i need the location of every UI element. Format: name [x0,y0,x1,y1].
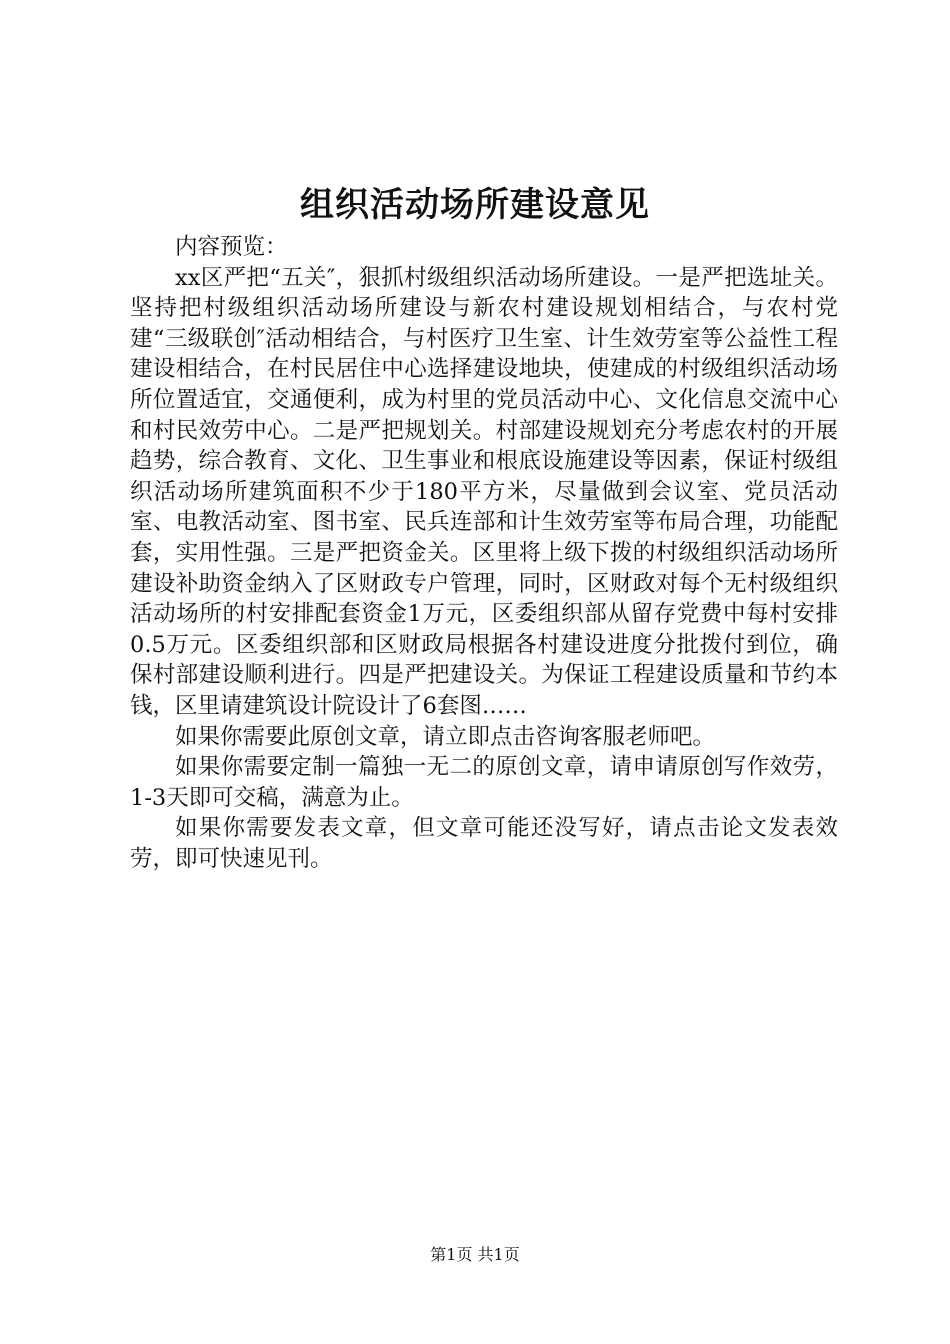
page-footer: 第1页 共1页 [430,1245,520,1264]
preview-label: 内容预览： [175,234,288,260]
body-paragraph: xx区严把“五关″，狠抓村级组织活动场所建设。一是严把选址关。坚持把村级组织活动场所建设与新农村建设规划相结合，与农村党建“三级联创″活动相结合，与村医疗卫生室、计生效劳室等公益性工程建设相结合，在村民居住中心选择建设地块，使建成的村级组织活动场所位置适宜，交通便利，成为村里的党员活动中心、文化信息交流中心和村民效劳中心。二是严把规划关。村部建设规划充分考虑农村的开展趋势，综合教育、文化、卫生事业和根底设施建设等因素，保证村级组织活动场所建筑面积不少于180平方米，尽量做到会议室、党员活动室、电教活动室、图书室、民兵连部和计生效劳室等布局合理，功能配套，实用性强。三是严把资金关。区里将上级下拨的村级组织活动场所建设补助资金纳入了区财政专户管理，同时，区财政对每个无村级组织活动场所的村安排配套资金1万元，区委组织部从留存党费中每村安排0.5万元。区委组织部和区财政局根据各村建设进度分批拨付到位，确保村部建设顺利进行。四是严把建设关。为保证工程建设质量和节约本钱，区里请建筑设计院设计了6套图…… [130,264,838,719]
notice-custom-writing: 如果你需要定制一篇独一无二的原创文章，请申请原创写作效劳，1-3天即可交稿，满意为止。 [130,754,838,811]
document-title: 组织活动场所建设意见 [300,185,650,225]
notice-original-article: 如果你需要此原创文章，请立即点击咨询客服老师吧。 [175,723,716,750]
document-content [130,232,838,874]
notice-publish-article: 如果你需要发表文章，但文章可能还没写好，请点击论文发表效劳，即可快速见刊。 [130,815,838,872]
